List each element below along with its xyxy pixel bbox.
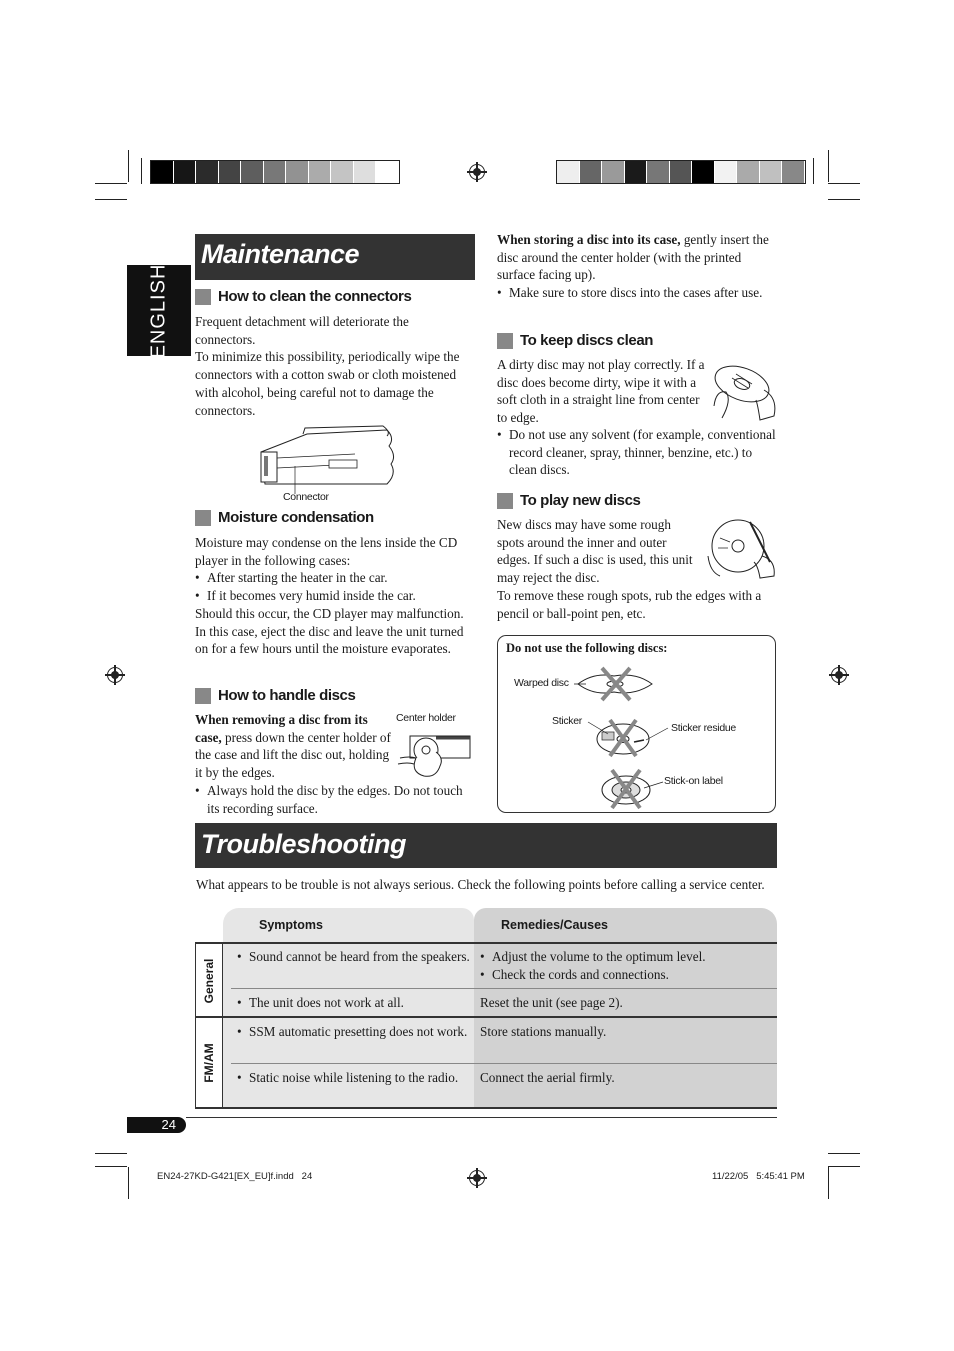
moisture-intro: Moisture may condense on the lens inside the CD player in the following cases: <box>195 535 458 568</box>
symptom-cell <box>237 1023 472 1041</box>
sticker-residue-label: Sticker residue <box>671 722 736 734</box>
troubleshooting-title: Troubleshooting <box>201 829 406 859</box>
group-label-general: General <box>202 958 216 1004</box>
section-square-icon <box>497 333 513 349</box>
remedies-header-text: Remedies/Causes <box>501 918 609 932</box>
troubleshooting-intro: What appears to be trouble is not always serious. Check the following points before calling a service center. <box>196 877 765 892</box>
symptom-text: • Static noise while listening to the radio. <box>237 1069 472 1087</box>
registration-mark-top-icon <box>469 164 485 180</box>
color-bar-right <box>556 160 806 184</box>
do-not-use-box <box>497 635 776 813</box>
symptom-text: • Sound cannot be heard from the speakers. <box>237 948 472 966</box>
connectors-p1: Frequent detachment will deteriorate the connectors. <box>195 314 409 347</box>
remedy-text: Connect the aerial firmly. <box>480 1070 615 1085</box>
warped-disc-label: Warped disc <box>514 677 569 689</box>
clean-text <box>497 356 705 427</box>
group-label-fmam: FM/AM <box>202 1043 216 1083</box>
handle-removing <box>195 711 395 782</box>
registration-mark-bottom-icon <box>469 1170 485 1186</box>
clean-bullet-text: • Do not use any solvent (for example, conventional record cleaner, spray, thinner, benzine, etc.) to clean discs. <box>497 426 777 479</box>
disc-pencil-illustration <box>704 516 780 580</box>
connectors-text <box>195 313 470 419</box>
table-top-rule <box>195 942 777 944</box>
stick-on-label-label: Stick-on label <box>664 775 723 787</box>
row-divider <box>231 1063 777 1064</box>
maintenance-banner <box>195 234 475 280</box>
handle-bullet-text: • Always hold the disc by the edges. Do not touch its recording surface. <box>195 782 465 817</box>
clean-p1: A dirty disc may not play correctly. If a disc does become dirty, wipe it with a soft cloth in a straight line from center to edge. <box>497 357 705 426</box>
handle-heading <box>195 687 355 704</box>
handle-removing-bold: When removing a disc from its case, <box>195 712 368 745</box>
remedy-text: • Check the cords and connections. <box>480 966 775 984</box>
handle-removing-rest: press down the center holder of the case and lift the disc out, holding it by the edges. <box>195 729 391 781</box>
remedy-text: Reset the unit (see page 2). <box>480 995 623 1010</box>
section-square-icon <box>195 510 211 526</box>
clean-heading <box>497 332 653 349</box>
clean-bullet <box>497 426 777 479</box>
remedy-text: Store stations manually. <box>480 1024 607 1039</box>
group-divider <box>195 1016 777 1018</box>
remedy-cell <box>480 994 775 1012</box>
maintenance-title: Maintenance <box>201 239 360 269</box>
newdiscs-p1: New discs may have some rough spots around the inner and outer edges. If such a disc is used, this unit may reject the disc. <box>497 517 693 586</box>
registration-mark-left-icon <box>107 667 123 683</box>
language-tab-label: ENGLISH <box>147 263 170 358</box>
symptoms-header-text: Symptoms <box>259 918 323 932</box>
storing-paragraph <box>497 231 777 284</box>
handle-text <box>195 711 395 782</box>
symptom-cell <box>237 994 472 1012</box>
handle-heading-text: How to handle discs <box>218 687 356 704</box>
registration-mark-right-icon <box>831 667 847 683</box>
page-number-tab <box>127 1117 186 1133</box>
disc-wiping-illustration <box>708 360 780 422</box>
do-not-use-title: Do not use the following discs: <box>506 641 668 655</box>
footer-file: EN24-27KD-G421[EX_EU]f.indd 24 <box>157 1171 313 1182</box>
connector-label: Connector <box>283 491 329 503</box>
newdiscs-heading <box>497 492 640 509</box>
language-tab <box>127 265 191 356</box>
connectors-heading <box>195 288 411 305</box>
remedies-header <box>474 908 777 942</box>
moisture-text <box>195 534 470 658</box>
moisture-outro: Should this occur, the CD player may malfunction. In this case, eject the disc and leave the unit turned on for a few hours until the moisture evaporates. <box>195 605 464 657</box>
section-square-icon <box>195 688 211 704</box>
symptom-cell <box>237 1069 472 1087</box>
section-square-icon <box>195 289 211 305</box>
newdiscs-text <box>497 516 697 587</box>
storing-rest: gently insert the disc around the center holder (with the printed surface facing up). <box>497 232 769 283</box>
moisture-bullet-1: • After starting the heater in the car. <box>195 569 470 587</box>
sticker-label: Sticker <box>552 715 582 727</box>
newdiscs-text-2 <box>497 587 777 622</box>
storing-text <box>497 231 777 302</box>
troubleshooting-banner <box>195 823 777 868</box>
page-number: 24 <box>161 1117 176 1132</box>
moisture-heading-text: Moisture condensation <box>218 509 374 526</box>
table-bottom-rule <box>195 1107 777 1109</box>
row-divider <box>231 988 777 989</box>
newdiscs-p2: To remove these rough spots, rub the edges with a pencil or ball-point pen, etc. <box>497 588 762 621</box>
moisture-heading <box>195 509 374 526</box>
footer-date: 11/22/05 5:45:41 PM <box>712 1171 805 1182</box>
handle-bullet <box>195 782 465 817</box>
connectors-p2: To minimize this possibility, periodically wipe the connectors with a cotton swab or cloth moistened with alcohol, being careful not to damage the connectors. <box>195 349 460 418</box>
symptom-text: • SSM automatic presetting does not work. <box>237 1023 472 1041</box>
storing-bold: When storing a disc into its case, <box>497 232 681 247</box>
center-holder-label: Center holder <box>396 712 456 724</box>
clean-heading-text: To keep discs clean <box>520 332 654 349</box>
storing-bullet: • Make sure to store discs into the cases after use. <box>497 284 777 302</box>
remedy-text: • Adjust the volume to the optimum level. <box>480 948 775 966</box>
footer-rule <box>186 1117 777 1118</box>
symptoms-header <box>223 908 474 942</box>
remedy-cell <box>480 1069 775 1087</box>
symptom-text: • The unit does not work at all. <box>237 994 472 1012</box>
symptom-cell <box>237 948 472 966</box>
troubleshooting-table <box>195 908 777 1110</box>
newdiscs-heading-text: To play new discs <box>520 492 641 509</box>
remedy-cell <box>480 1023 775 1041</box>
disc-case-hand-illustration <box>396 728 476 783</box>
moisture-bullet-2: • If it becomes very humid inside the car. <box>195 587 470 605</box>
leader-lines <box>498 636 777 814</box>
section-square-icon <box>497 493 513 509</box>
connectors-heading-text: How to clean the connectors <box>218 288 412 305</box>
color-bar-left <box>150 160 400 184</box>
remedy-cell <box>480 948 775 983</box>
connector-illustration <box>255 424 400 494</box>
